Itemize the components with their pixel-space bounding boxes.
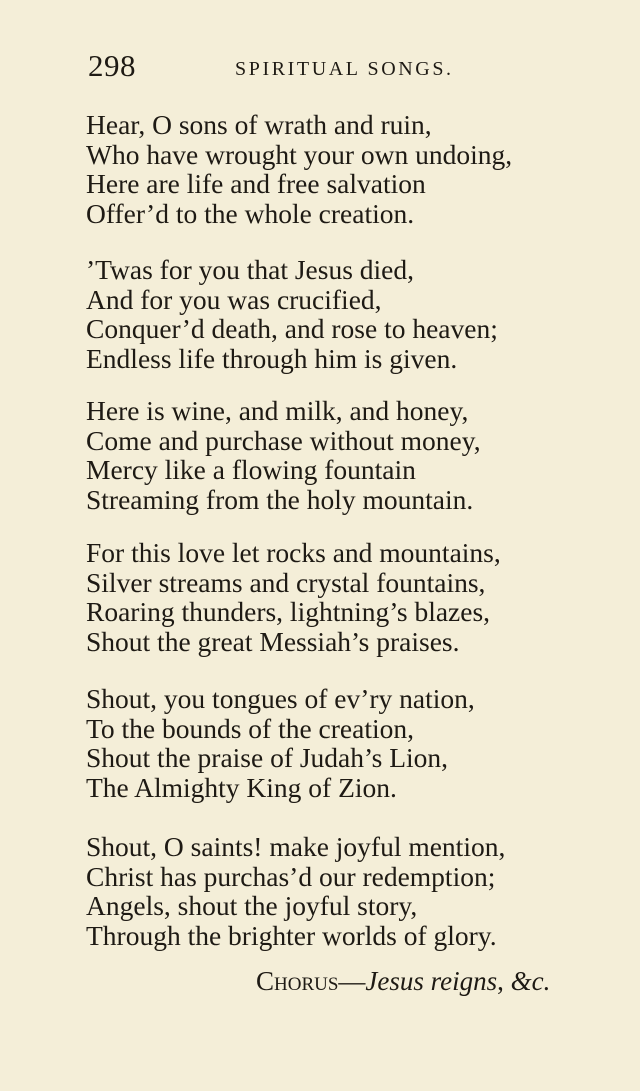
verse-line: Come and purchase without money, [86, 424, 481, 456]
verse-line: Here are life and free salvation [86, 168, 426, 200]
verse-line: Here is wine, and milk, and honey, [86, 395, 469, 426]
verse-line: Through the brighter worlds of glory. [86, 919, 497, 951]
stanza-4 [86, 538, 616, 656]
verse-line: For this love let rocks and mountains, [86, 537, 501, 568]
chorus-dash: — [338, 966, 366, 996]
page-number: 298 [88, 48, 136, 83]
verse-line: Mercy like a flowing fountain [86, 454, 416, 486]
verse-line: ’Twas for you that Jesus died, [86, 254, 415, 285]
chorus-comma: , [497, 966, 511, 996]
running-title: SPIRITUAL SONGS. [235, 58, 454, 80]
verse-line: Shout the great Messiah’s praises. [86, 625, 460, 657]
verse-line: Conquer’d death, and rose to heaven; [86, 313, 498, 345]
verse-line: Angels, shout the joyful story, [86, 890, 418, 922]
stanza-5 [86, 684, 616, 802]
verse-line: Hear, O sons of wrath and ruin, [86, 109, 432, 140]
verse-line: Roaring thunders, lightning’s blazes, [86, 596, 491, 628]
chorus-label: Chorus [256, 966, 339, 996]
verse-line: Streaming from the holy mountain. [86, 483, 474, 515]
verse-line: Shout the praise of Judah’s Lion, [86, 742, 449, 774]
verse-line: And for you was crucified, [86, 283, 382, 315]
verse-line: To the bounds of the creation, [86, 712, 414, 744]
verse-line: Christ has purchas’d our redemption; [86, 860, 496, 892]
stanza-1 [86, 110, 616, 228]
verse-line: The Almighty King of Zion. [86, 771, 397, 803]
stanza-6 [86, 832, 616, 950]
stanza-2 [86, 255, 616, 373]
stanza-3 [86, 396, 616, 514]
verse-line: Shout, O saints! make joyful mention, [86, 831, 506, 862]
verse-line: Endless life through him is given. [86, 342, 458, 374]
verse-line: Shout, you tongues of ev’ry nation, [86, 683, 475, 714]
verse-line: Offer’d to the whole creation. [86, 197, 415, 229]
chorus-etc: &c. [510, 966, 551, 996]
chorus-direction [256, 966, 550, 996]
chorus-refrain-text: Jesus reigns [365, 966, 498, 996]
verse-line: Silver streams and crystal fountains, [86, 566, 486, 598]
verse-line: Who have wrought your own undoing, [86, 138, 513, 170]
